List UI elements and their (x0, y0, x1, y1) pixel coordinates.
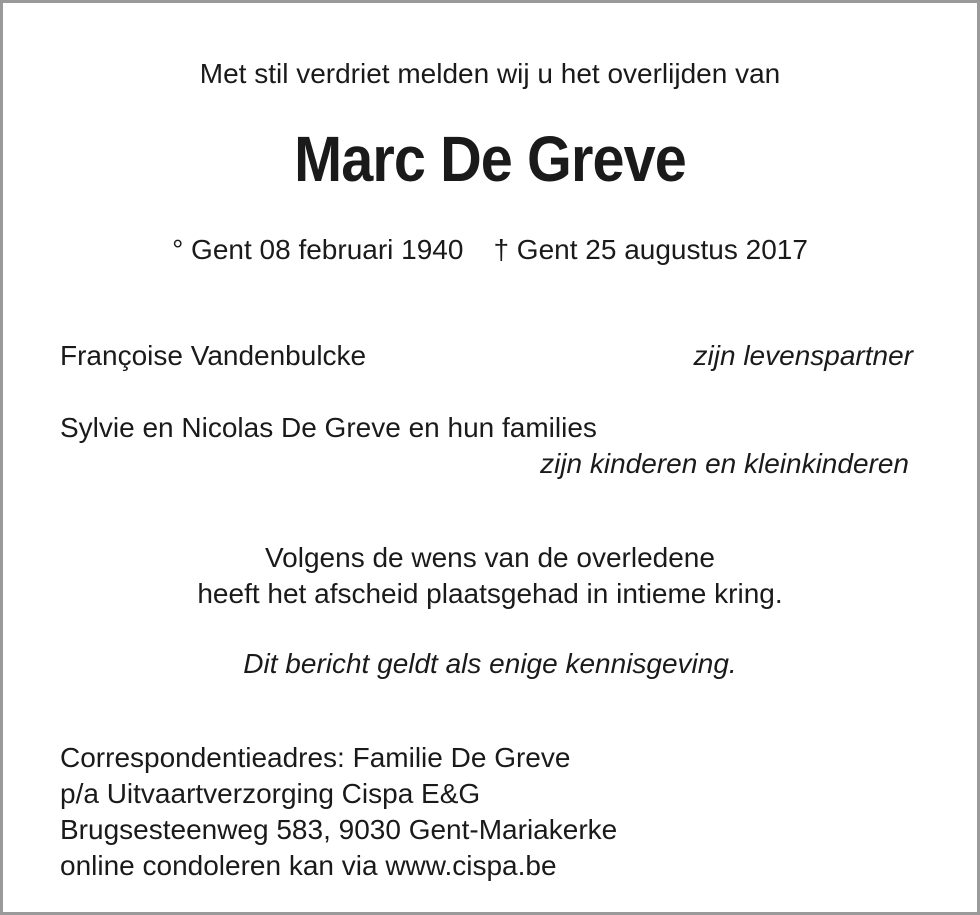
intro-text: Met stil verdriet melden wij u het overlijden van (199, 58, 781, 89)
relative-relation: zijn levenspartner (693, 340, 913, 371)
correspondence-line: p/a Uitvaartverzorging Cispa E&G (60, 778, 481, 809)
correspondence-line: online condoleren kan via www.cispa.be (60, 850, 557, 881)
life-dates (3, 233, 977, 267)
announcement-text: Dit bericht geldt als enige kennisgeving. (243, 648, 737, 679)
death-date: † Gent 25 augustus 2017 (493, 234, 808, 265)
correspondence-line: Brugsesteenweg 583, 9030 Gent-Mariakerke (60, 814, 618, 845)
wish-text-line: heeft het afscheid plaatsgehad in intieme kring. (197, 578, 783, 609)
relative-name: Sylvie en Nicolas De Greve en hun families (60, 412, 597, 443)
wish-text-line: Volgens de wens van de overledene (265, 542, 715, 573)
relative-name: Françoise Vandenbulcke (60, 340, 367, 371)
correspondence-line: Correspondentieadres: Familie De Greve (60, 742, 571, 773)
relative-relation: zijn kinderen en kleinkinderen (540, 448, 909, 479)
birth-date: ° Gent 08 februari 1940 (172, 234, 464, 265)
deceased-name: Marc De Greve (294, 123, 686, 195)
